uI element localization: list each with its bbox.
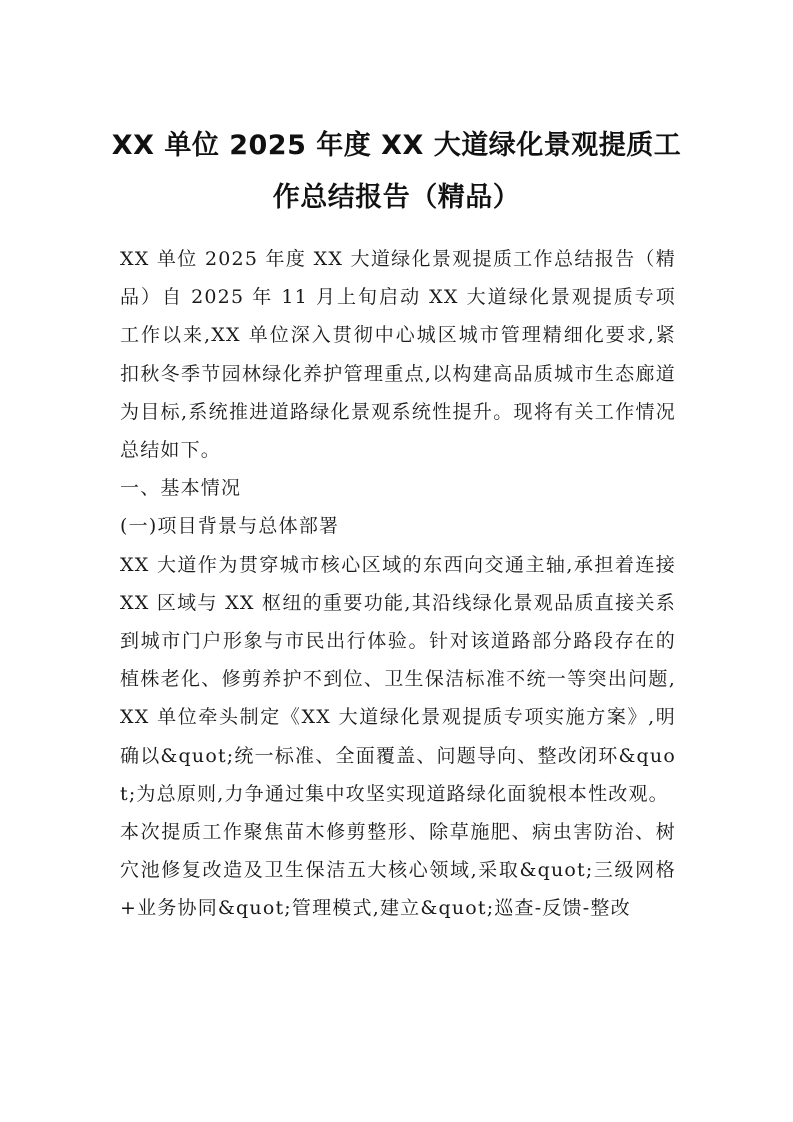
paragraph-focus-areas: 本次提质工作聚焦苗木修剪整形、除草施肥、病虫害防治、树穴池修复改造及卫生保洁五大核心领域,采取&quot;三级网格+业务协同&quot;管理模式,建立&quot;巡查-反馈-整改: [120, 821, 676, 920]
paragraph-background: XX 大道作为贯穿城市核心区域的东西向交通主轴,承担着连接 XX 区域与 XX 枢纽的重要功能,其沿线绿化景观品质直接关系到城市门户形象与市民出行体验。针对该道路部分路段存在的植株老化、修剪养护不到位、卫生保洁标准不统一等突出问题,XX 单位牵头制定《XX 大道绿化景观提质专项实施方案》,明确以&quot;统一标准、全面覆盖、问题导向、整改闭环&quot;为总原则,力争通过集中攻坚实现道路绿化面貌根本性改观。: [120, 553, 676, 805]
document-title: XX 单位 2025 年度 XX 大道绿化景观提质工作总结报告（精品）: [111, 130, 682, 213]
document-body: [120, 240, 676, 928]
section-heading-basic-situation: 一、基本情况: [120, 477, 242, 500]
paragraph-intro: XX 单位 2025 年度 XX 大道绿化景观提质工作总结报告（精品）自 2025 年 11 月上旬启动 XX 大道绿化景观提质专项工作以来,XX 单位深入贯彻中心城区城市管理精细化要求,紧扣秋冬季节园林绿化养护管理重点,以构建高品质城市生态廊道为目标,系统推进道路绿化景观系统性提升。现将有关工作情况总结如下。: [120, 248, 676, 462]
subsection-heading-background: (一)项目背景与总体部署: [120, 515, 340, 538]
